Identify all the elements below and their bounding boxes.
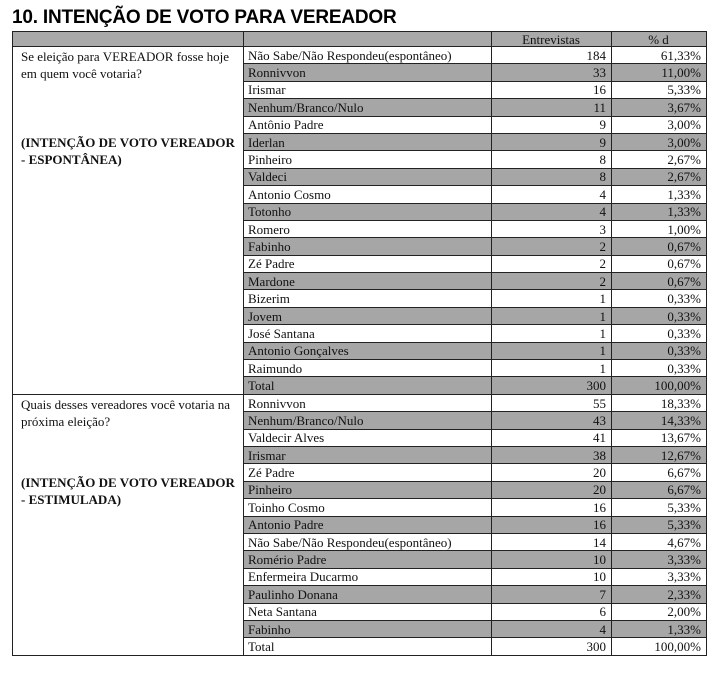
option-name: Irismar [244, 446, 492, 463]
table-row [13, 394, 707, 411]
option-name: Enfermeira Ducarmo [244, 568, 492, 585]
vote-percent: 100,00% [612, 638, 707, 655]
option-name: Fabinho [244, 238, 492, 255]
vote-percent: 2,67% [612, 168, 707, 185]
option-name: Totonho [244, 203, 492, 220]
vote-percent: 0,33% [612, 307, 707, 324]
vote-count: 1 [492, 360, 612, 377]
vote-percent: 2,67% [612, 151, 707, 168]
question-text: Quais desses vereadores você votaria na próxima eleição? [21, 396, 230, 429]
vote-percent: 5,33% [612, 81, 707, 98]
vote-count: 55 [492, 394, 612, 411]
vote-percent: 6,67% [612, 481, 707, 498]
vote-percent: 5,33% [612, 516, 707, 533]
option-name: Ronnivvon [244, 64, 492, 81]
question-label: (INTENÇÃO DE VOTO VEREADOR - ESTIMULADA) [21, 474, 235, 507]
vote-count: 9 [492, 133, 612, 150]
option-name: Antonio Gonçalves [244, 342, 492, 359]
vote-count: 300 [492, 377, 612, 394]
vote-count: 10 [492, 551, 612, 568]
vote-count: 8 [492, 168, 612, 185]
vote-percent: 1,33% [612, 620, 707, 637]
vote-count: 4 [492, 620, 612, 637]
vote-count: 6 [492, 603, 612, 620]
question-text: Se eleição para VEREADOR fosse hoje em quem você votaria? [21, 49, 230, 81]
vote-count: 11 [492, 99, 612, 116]
option-name: Romero [244, 220, 492, 237]
vote-count: 2 [492, 255, 612, 272]
vote-percent: 100,00% [612, 377, 707, 394]
option-name: Antônio Padre [244, 116, 492, 133]
vote-percent: 13,67% [612, 429, 707, 446]
header-option [244, 32, 492, 47]
vote-percent: 0,67% [612, 238, 707, 255]
vote-percent: 3,33% [612, 568, 707, 585]
option-name: Iderlan [244, 133, 492, 150]
page-title: 10. INTENÇÃO DE VOTO PARA VEREADOR [12, 7, 397, 28]
vote-count: 41 [492, 429, 612, 446]
option-name: Bizerim [244, 290, 492, 307]
vote-count: 16 [492, 499, 612, 516]
table-header-row [13, 32, 707, 47]
option-name: Romério Padre [244, 551, 492, 568]
option-name: Paulinho Donana [244, 586, 492, 603]
vote-percent: 0,67% [612, 255, 707, 272]
option-name: Neta Santana [244, 603, 492, 620]
option-name: Mardone [244, 273, 492, 290]
vote-percent: 0,67% [612, 273, 707, 290]
vote-count: 4 [492, 186, 612, 203]
vote-percent: 0,33% [612, 290, 707, 307]
vote-percent: 0,33% [612, 360, 707, 377]
option-name: Antonio Padre [244, 516, 492, 533]
vote-percent: 2,33% [612, 586, 707, 603]
option-name: Zé Padre [244, 464, 492, 481]
vote-count: 300 [492, 638, 612, 655]
header-percent: % d [612, 32, 707, 47]
option-name: Ronnivvon [244, 394, 492, 411]
option-name: Valdecir Alves [244, 429, 492, 446]
vote-count: 16 [492, 516, 612, 533]
option-name: Valdeci [244, 168, 492, 185]
option-name: Toinho Cosmo [244, 499, 492, 516]
vote-count: 33 [492, 64, 612, 81]
question-label: (INTENÇÃO DE VOTO VEREADOR - ESPONTÂNEA) [21, 135, 235, 167]
vote-percent: 0,33% [612, 342, 707, 359]
vote-percent: 2,00% [612, 603, 707, 620]
option-name: Zé Padre [244, 255, 492, 272]
vote-count: 184 [492, 47, 612, 64]
vote-percent: 11,00% [612, 64, 707, 81]
option-name: Total [244, 638, 492, 655]
vote-percent: 18,33% [612, 394, 707, 411]
vote-count: 20 [492, 464, 612, 481]
vote-percent: 6,67% [612, 464, 707, 481]
vote-percent: 3,33% [612, 551, 707, 568]
vote-count: 20 [492, 481, 612, 498]
question-cell [13, 47, 244, 395]
vote-percent: 3,00% [612, 116, 707, 133]
option-name: Antonio Cosmo [244, 186, 492, 203]
vote-count: 14 [492, 533, 612, 550]
vote-intention-table [12, 31, 707, 656]
vote-count: 3 [492, 220, 612, 237]
vote-count: 1 [492, 290, 612, 307]
vote-percent: 4,67% [612, 533, 707, 550]
vote-count: 1 [492, 307, 612, 324]
vote-count: 9 [492, 116, 612, 133]
option-name: Pinheiro [244, 481, 492, 498]
option-name: Pinheiro [244, 151, 492, 168]
vote-count: 43 [492, 412, 612, 429]
vote-count: 7 [492, 586, 612, 603]
option-name: Não Sabe/Não Respondeu(espontâneo) [244, 47, 492, 64]
vote-percent: 1,33% [612, 186, 707, 203]
vote-count: 4 [492, 203, 612, 220]
option-name: Nenhum/Branco/Nulo [244, 99, 492, 116]
vote-count: 16 [492, 81, 612, 98]
vote-count: 8 [492, 151, 612, 168]
option-name: Raimundo [244, 360, 492, 377]
vote-count: 10 [492, 568, 612, 585]
vote-count: 2 [492, 238, 612, 255]
vote-percent: 12,67% [612, 446, 707, 463]
vote-percent: 3,00% [612, 133, 707, 150]
vote-percent: 1,33% [612, 203, 707, 220]
vote-percent: 5,33% [612, 499, 707, 516]
vote-count: 1 [492, 342, 612, 359]
question-cell [13, 394, 244, 655]
header-count: Entrevistas [492, 32, 612, 47]
option-name: Irismar [244, 81, 492, 98]
vote-count: 1 [492, 325, 612, 342]
header-question [13, 32, 244, 47]
option-name: Não Sabe/Não Respondeu(espontâneo) [244, 533, 492, 550]
vote-percent: 1,00% [612, 220, 707, 237]
vote-count: 38 [492, 446, 612, 463]
vote-count: 2 [492, 273, 612, 290]
option-name: Fabinho [244, 620, 492, 637]
option-name: José Santana [244, 325, 492, 342]
vote-percent: 0,33% [612, 325, 707, 342]
vote-percent: 61,33% [612, 47, 707, 64]
option-name: Nenhum/Branco/Nulo [244, 412, 492, 429]
table-row [13, 47, 707, 64]
vote-percent: 14,33% [612, 412, 707, 429]
option-name: Total [244, 377, 492, 394]
option-name: Jovem [244, 307, 492, 324]
vote-percent: 3,67% [612, 99, 707, 116]
